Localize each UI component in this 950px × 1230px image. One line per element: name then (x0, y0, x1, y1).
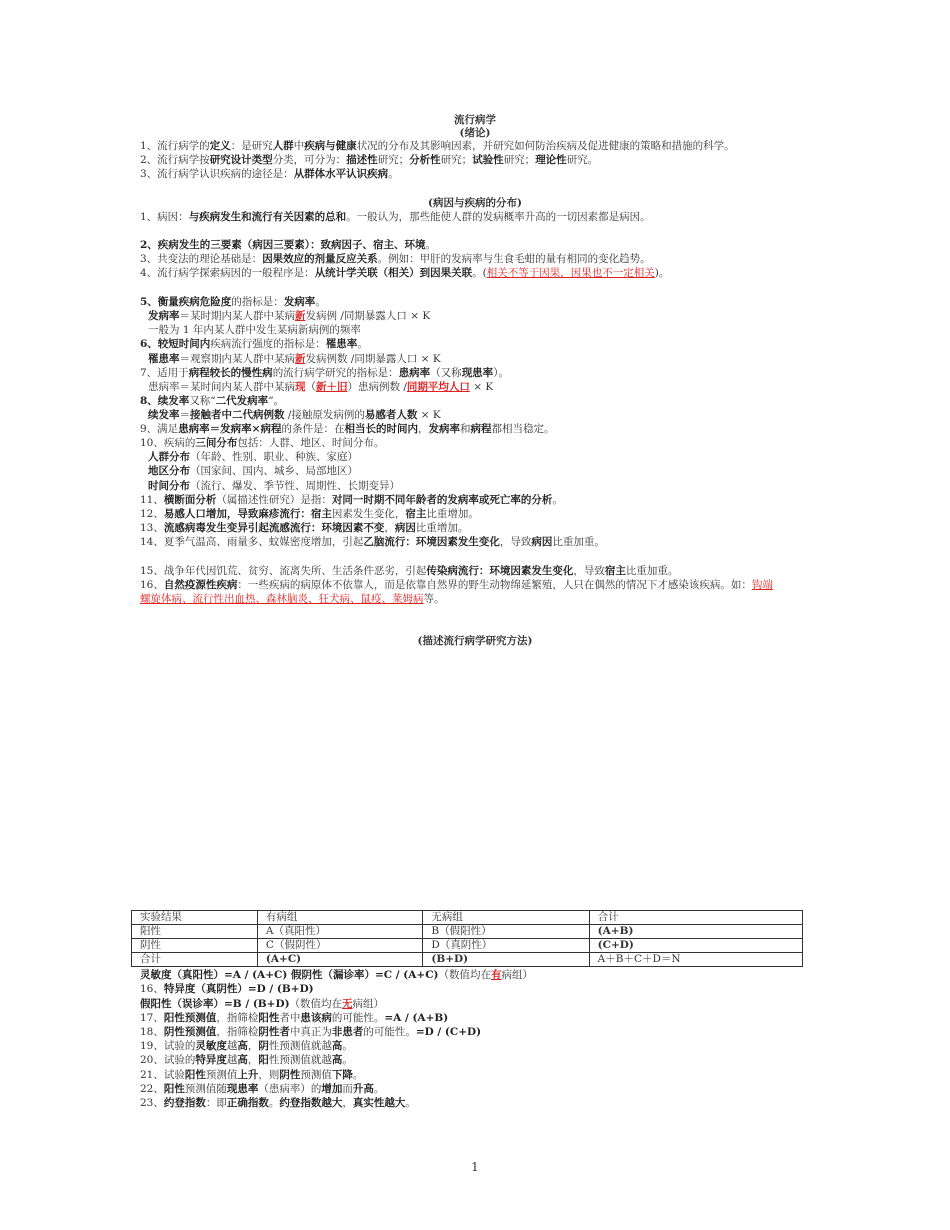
section-heading-descriptive: (描述流行病学研究方法) (417, 635, 533, 647)
line-7: 7、适用于病程较长的慢性病的流行病学研究的指标是：患病率（又称现患率）。 (140, 367, 509, 379)
line-9: 9、满足患病率＝发病率×病程的条件是：在相当长的时间内，发病率和病程都相当稳定。 (140, 423, 555, 435)
line-incidence: 发病率＝某时期内某人群中某病新发病例 /同期暴露人口 × K (148, 310, 431, 322)
line-21: 21、试验阳性预测值上升，则阴性预测值下降。 (140, 1069, 364, 1081)
line-10: 10、疾病的三间分布包括：人群、地区、时间分布。 (140, 437, 385, 449)
line-false-positive: 假阳性（误诊率）=B / (B+D)（数值均在无病组） (140, 998, 385, 1010)
table-row: 阳性 A（真阳性） B（假阳性） (A+B) (132, 925, 803, 939)
line-person-distribution: 人群分布（年龄、性别、职业、种族、家庭） (148, 451, 358, 463)
line-incidence-note: 一般为 1 年内某人群中发生某病新病例的频率 (148, 324, 361, 336)
line-etiology-3: 3、共变法的理论基础是：因果效应的剂量反应关系。例如：甲肝的发病率与生食毛蚶的量有相同的变化趋势。 (140, 253, 651, 265)
line-13: 13、流感病毒发生变异引起流感流行：环境因素不变，病因比重增加。 (140, 522, 469, 534)
line-23: 23、约登指数：即正确指数。约登指数越大，真实性越大。 (140, 1097, 416, 1109)
line-8: 8、续发率又称“二代发病率”。 (140, 395, 285, 407)
line-20: 20、试验的特异度越高，阳性预测值就越高。 (140, 1054, 353, 1066)
line-prevalence: 患病率＝某时间内某人群中某病现（新＋旧）患病例数 /同期平均人口 × K (148, 381, 494, 393)
table-row: 合计 (A+C) (B+D) A＋B＋C＋D＝N (132, 953, 803, 967)
line-sensitivity: 灵敏度（真阳性）=A / (A+C) 假阴性（漏诊率）=C / (A+C)（数值均在有病组） (140, 969, 534, 981)
line-attack-rate: 罹患率＝观察期内某人群中某病新发病例数 /同期暴露人口 × K (148, 353, 441, 365)
line-16-cont: 螺旋体病、流行性出血热、森林脑炎、狂犬病、鼠疫、莱姆病等。 (140, 593, 445, 605)
line-12: 12、易感人口增加，导致麻疹流行：宿主因素发生变化，宿主比重增加。 (140, 508, 479, 520)
line-time-distribution: 时间分布（流行、爆发、季节性、周期性、长期变异） (148, 480, 400, 492)
line-etiology-4: 4、流行病学探索病因的一般程序是：从统计学关联（相关）到因果关联。(相关不等于因果，因果也不一定相关)。 (140, 267, 670, 279)
line-18: 18、阴性预测值，指筛检阴性者中真正为非患者的可能性。=D / (C+D) (140, 1026, 482, 1038)
line-etiology-1: 1、病因：与疾病发生和流行有关因素的总和。一般认为，那些能使人群的发病概率升高的一切因素都是病因。 (140, 211, 651, 223)
line-secondary-rate: 续发率＝接触者中二代病例数 /接触原发病例的易感者人数 × K (148, 409, 441, 421)
table-row: 阴性 C（假阴性） D（真阴性） (C+D) (132, 939, 803, 953)
line-5: 5、衡量疾病危险度的指标是：发病率。 (140, 296, 326, 308)
line-specificity: 16、特异度（真阴性）=D / (B+D) (140, 983, 314, 995)
section-heading-intro: (绪论) (459, 127, 491, 139)
line-2: 2、流行病学按研究设计类型分类，可分为：描述性研究；分析性研究；试验性研究；理论性研究。 (140, 154, 599, 166)
line-3: 3、流行病学认识疾病的途径是：从群体水平认识疾病。 (140, 168, 399, 180)
line-14: 14、夏季气温高、雨量多、蚊媒密度增加，引起乙脑流行：环境因素发生变化，导致病因比重加重。 (140, 536, 605, 548)
line-22: 22、阳性预测值随现患率（患病率）的增加而升高。 (140, 1083, 385, 1095)
line-15: 15、战争年代因饥荒、贫穷、流离失所、生活条件恶劣，引起传染病流行：环境因素发生变化，导致宿主比重加重。 (140, 565, 679, 577)
line-6: 6、较短时间内疾病流行强度的指标是：罹患率。 (140, 338, 368, 350)
table-row: 实验结果 有病组 无病组 合计 (132, 911, 803, 925)
line-place-distribution: 地区分布（国家间、国内、城乡、局部地区） (148, 465, 358, 477)
line-17: 17、阳性预测值，指筛检阳性者中患该病的可能性。=A / (A+B) (140, 1012, 449, 1024)
screening-result-table (131, 910, 803, 967)
line-19: 19、试验的灵敏度越高，阴性预测值就越高。 (140, 1040, 353, 1052)
doc-title: 流行病学 (454, 114, 496, 126)
page-number: 1 (471, 1160, 479, 1174)
line-etiology-2: 2、疾病发生的三要素（病因三要素）：致病因子、宿主、环境。 (140, 239, 437, 251)
line-1: 1、流行病学的定义：是研究人群中疾病与健康状况的分布及其影响因素，并研究如何防治疾病及促进健康的策略和措施的科学。 (140, 140, 735, 152)
line-11: 11、横断面分析（属描述性研究）是指：对同一时期不同年龄者的发病率或死亡率的分析。 (140, 494, 563, 506)
section-heading-etiology: (病因与疾病的分布) (428, 197, 522, 209)
line-16: 16、自然疫源性疾病：一些疾病的病原体不依靠人，而是依靠自然界的野生动物绵延繁殖，人只在偶然的情况下才感染该疾病。如：钩端 (140, 579, 773, 591)
